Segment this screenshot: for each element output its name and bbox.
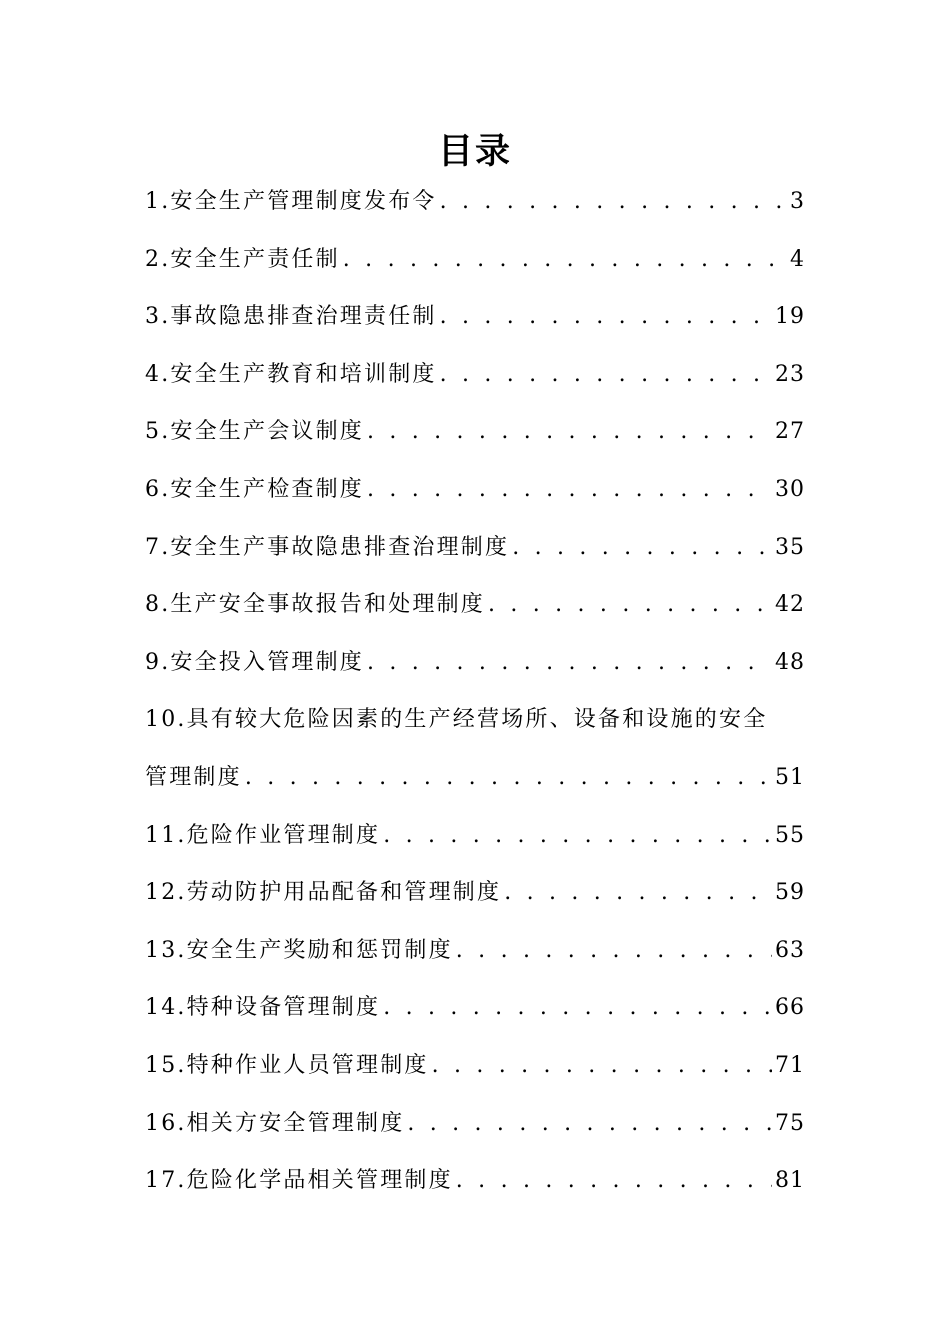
toc-title: 目录	[437, 132, 512, 172]
toc-page-number: 27	[775, 419, 805, 445]
toc-list	[145, 180, 805, 1217]
toc-entry-14[interactable]	[145, 986, 805, 1044]
toc-entry-label: 15.特种作业人员管理制度	[145, 1052, 429, 1078]
toc-page-number: 75	[775, 1110, 805, 1136]
toc-entry-3[interactable]	[145, 295, 805, 353]
toc-page-number: 55	[775, 822, 805, 848]
toc-page-number: 63	[775, 937, 805, 963]
toc-page-number: 23	[775, 361, 805, 387]
dot-leader	[367, 410, 772, 454]
toc-entry-13[interactable]	[145, 929, 805, 987]
toc-page-number: 71	[775, 1052, 805, 1078]
toc-entry-16[interactable]	[145, 1102, 805, 1160]
toc-entry-label: 12.劳动防护用品配备和管理制度	[145, 880, 502, 906]
toc-entry-label: 1.安全生产管理制度发布令	[145, 189, 437, 214]
toc-entry-label: 10.具有较大危险因素的生产经营场所、设备和设施的安全	[145, 707, 768, 733]
toc-entry-15[interactable]	[145, 1044, 805, 1102]
dot-leader	[440, 353, 772, 397]
toc-page-number: 42	[775, 592, 805, 618]
toc-entry-label: 2.安全生产责任制	[145, 246, 340, 272]
toc-entry-label: 4.安全生产教育和培训制度	[145, 361, 437, 387]
toc-entry-9[interactable]	[145, 641, 805, 699]
toc-entry-17[interactable]	[145, 1159, 805, 1217]
toc-page-number: 3	[790, 189, 805, 214]
dot-leader	[383, 814, 772, 858]
dot-leader	[367, 468, 772, 512]
toc-entry-1[interactable]	[145, 180, 805, 238]
toc-entry-8[interactable]	[145, 583, 805, 641]
toc-page-number: 51	[775, 764, 805, 790]
dot-leader	[440, 295, 772, 339]
toc-page-number: 48	[775, 649, 805, 675]
toc-page-number: 81	[775, 1168, 805, 1194]
dot-leader	[432, 1044, 772, 1088]
toc-page-number: 4	[790, 246, 805, 272]
dot-leader	[383, 986, 772, 1030]
dot-leader	[488, 583, 772, 627]
dot-leader	[504, 871, 772, 915]
toc-entry-label: 5.安全生产会议制度	[145, 419, 364, 445]
toc-entry-label: 13.安全生产奖励和惩罚制度	[145, 937, 453, 963]
toc-entry-5[interactable]	[145, 410, 805, 468]
dot-leader	[456, 1159, 772, 1203]
toc-entry-12[interactable]	[145, 871, 805, 929]
dot-leader	[343, 238, 787, 282]
dot-leader	[245, 756, 772, 800]
toc-entry-2[interactable]	[145, 238, 805, 296]
dot-leader	[407, 1102, 772, 1146]
toc-page-number: 19	[775, 304, 805, 330]
toc-entry-label: 8.生产安全事故报告和处理制度	[145, 592, 485, 618]
dot-leader	[367, 641, 772, 685]
toc-entry-4[interactable]	[145, 353, 805, 411]
toc-entry-7[interactable]	[145, 526, 805, 584]
toc-page-number: 30	[775, 476, 805, 502]
toc-entry-label: 6.安全生产检查制度	[145, 476, 364, 502]
toc-page-number: 59	[775, 880, 805, 906]
toc-entry-6[interactable]	[145, 468, 805, 526]
toc-entry-label: 3.事故隐患排查治理责任制	[145, 304, 437, 330]
toc-entry-10[interactable]	[145, 698, 805, 813]
dot-leader	[440, 180, 787, 224]
toc-page-number: 66	[775, 995, 805, 1021]
toc-entry-label: 11.危险作业管理制度	[145, 822, 381, 848]
dot-leader	[456, 929, 772, 973]
toc-entry-label: 7.安全生产事故隐患排查治理制度	[145, 534, 510, 560]
toc-entry-label-continued: 管理制度	[145, 764, 242, 790]
toc-entry-11[interactable]	[145, 814, 805, 872]
toc-entry-label: 14.特种设备管理制度	[145, 995, 381, 1021]
toc-entry-label: 9.安全投入管理制度	[145, 649, 364, 675]
toc-page-number: 35	[775, 534, 805, 560]
toc-entry-label: 17.危险化学品相关管理制度	[145, 1168, 453, 1194]
toc-entry-label: 16.相关方安全管理制度	[145, 1110, 405, 1136]
dot-leader	[512, 526, 772, 570]
